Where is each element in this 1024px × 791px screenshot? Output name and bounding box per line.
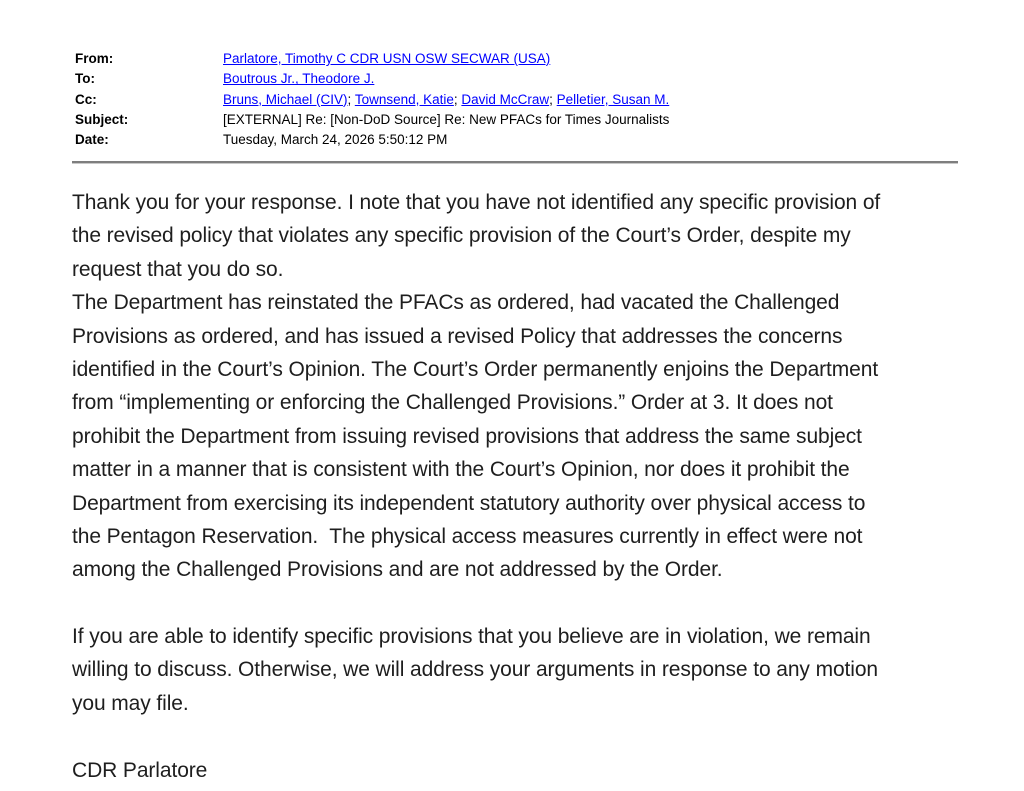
body-line: among the Challenged Provisions and are not addressed by the Order. [72, 558, 723, 582]
email-body [72, 186, 972, 787]
header-row-to [75, 69, 669, 89]
recipient-separator: ; [453, 91, 462, 107]
body-line: Thank you for your response. I note that you have not identified any specific provision of [72, 191, 881, 214]
body-blank-line [72, 720, 972, 753]
to-value [223, 69, 374, 89]
body-blank-line [72, 587, 972, 620]
body-line: If you are able to identify specific provisions that you believe are in violation, we remain [72, 625, 871, 649]
body-line: Department from exercising its independent statutory authority over physical access to [72, 491, 866, 515]
header-row-subject [75, 110, 669, 130]
to-label: To: [75, 71, 95, 87]
recipient-separator: ; [549, 91, 557, 107]
cc-recipient-link[interactable]: Townsend, Katie [354, 91, 454, 107]
from-value [223, 49, 550, 69]
date-label: Date: [75, 132, 109, 148]
body-line: matter in a manner that is consistent with the Court’s Opinion, nor does it prohibit the [72, 458, 850, 482]
body-line: Provisions as ordered, and has issued a revised Policy that addresses the concerns [72, 324, 843, 348]
body-line: prohibit the Department from issuing revised provisions that address the same subject [72, 424, 862, 448]
header-row-date [75, 130, 669, 150]
header-row-cc [75, 90, 669, 110]
recipient-separator: ; [347, 91, 355, 107]
body-line: the Pentagon Reservation. The physical access measures currently in effect were not [72, 524, 863, 548]
date-value: Tuesday, March 24, 2026 5:50:12 PM [223, 132, 448, 148]
body-line: The Department has reinstated the PFACs as ordered, had vacated the Challenged [72, 291, 840, 315]
subject-value: [EXTERNAL] Re: [Non-DoD Source] Re: New PFACs for Times Journalists [223, 111, 670, 127]
signature-line: CDR Parlatore [72, 758, 208, 782]
body-line: you may file. [72, 691, 189, 715]
body-line: the revised policy that violates any specific provision of the Court’s Order, despite my [72, 224, 851, 248]
cc-label: Cc: [75, 91, 97, 107]
body-line: willing to discuss. Otherwise, we will address your arguments in response to any motion [72, 658, 878, 682]
cc-value [223, 90, 669, 110]
header-row-from [75, 49, 669, 69]
body-line: identified in the Court’s Opinion. The Court’s Order permanently enjoins the Department [72, 357, 879, 381]
from-label: From: [75, 51, 114, 66]
cc-recipient-link[interactable]: Bruns, Michael (CIV) [223, 91, 348, 107]
cc-recipient-link[interactable]: Pelletier, Susan M. [556, 91, 670, 107]
from-recipient-link[interactable]: Parlatore, Timothy C CDR USN OSW SECWAR (USA) [223, 51, 551, 66]
cc-recipient-link[interactable]: David McCraw [461, 91, 550, 107]
header-divider [72, 161, 958, 164]
subject-label: Subject: [75, 111, 129, 127]
email-header [75, 49, 669, 150]
to-recipient-link[interactable]: Boutrous Jr., Theodore J. [223, 71, 375, 87]
body-line: from “implementing or enforcing the Challenged Provisions.” Order at 3. It does not [72, 391, 833, 415]
body-line: request that you do so. [72, 257, 284, 281]
